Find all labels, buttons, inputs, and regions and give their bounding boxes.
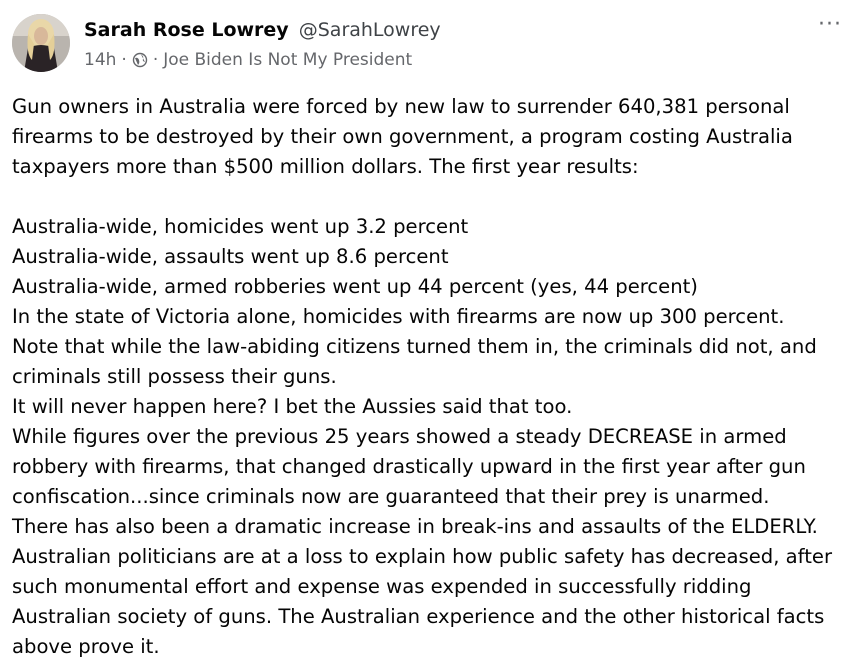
avatar-image [12, 14, 70, 72]
post-paragraph: Australia-wide, homicides went up 3.2 percent [12, 215, 469, 238]
post-paragraph: In the state of Victoria alone, homicides with firearms are now up 300 percent. [12, 305, 785, 328]
post-paragraph: Australia-wide, assaults went up 8.6 percent [12, 245, 449, 268]
paragraph-gap [12, 182, 848, 212]
post-paragraph: Gun owners in Australia were forced by new law to surrender 640,381 personal firearms to be destroyed by their own government, a program costing Australia taxpayers more than $500 million dollars. The first year results: [12, 95, 793, 178]
globe-icon[interactable] [132, 52, 148, 68]
author-name[interactable]: Sarah Rose Lowrey [84, 19, 289, 41]
post-paragraph: While figures over the previous 25 years showed a steady DECREASE in armed robbery with firearms, that changed drastically upward in the first year after gun confiscation...since criminals now are guaranteed that their prey is unarmed. [12, 425, 806, 508]
post-timestamp[interactable]: 14h [84, 50, 117, 70]
post-meta [84, 49, 412, 71]
post-body [12, 92, 848, 662]
post-paragraph: Australian politicians are at a loss to explain how public safety has decreased, after such monumental effort and expense was expended in successfully ridding Australian society of guns. The Australian experience and the other historical facts above prove it. [12, 545, 832, 658]
meta-separator: · [152, 50, 159, 70]
author-handle[interactable]: @SarahLowrey [298, 19, 441, 41]
meta-separator: · [121, 50, 127, 70]
post-paragraph: Australia-wide, armed robberies went up 44 percent (yes, 44 percent) [12, 275, 698, 298]
post-paragraph: It will never happen here? I bet the Aussies said that too. [12, 395, 573, 418]
author-row [84, 18, 441, 42]
more-options-icon[interactable]: ··· [818, 12, 842, 37]
avatar[interactable] [12, 14, 70, 72]
post-paragraph: There has also been a dramatic increase in break-ins and assaults of the ELDERLY. [12, 515, 818, 538]
post-paragraph: Note that while the law-abiding citizens turned them in, the criminals did not, and criminals still possess their guns. [12, 335, 817, 388]
group-link[interactable]: Joe Biden Is Not My President [163, 50, 413, 70]
